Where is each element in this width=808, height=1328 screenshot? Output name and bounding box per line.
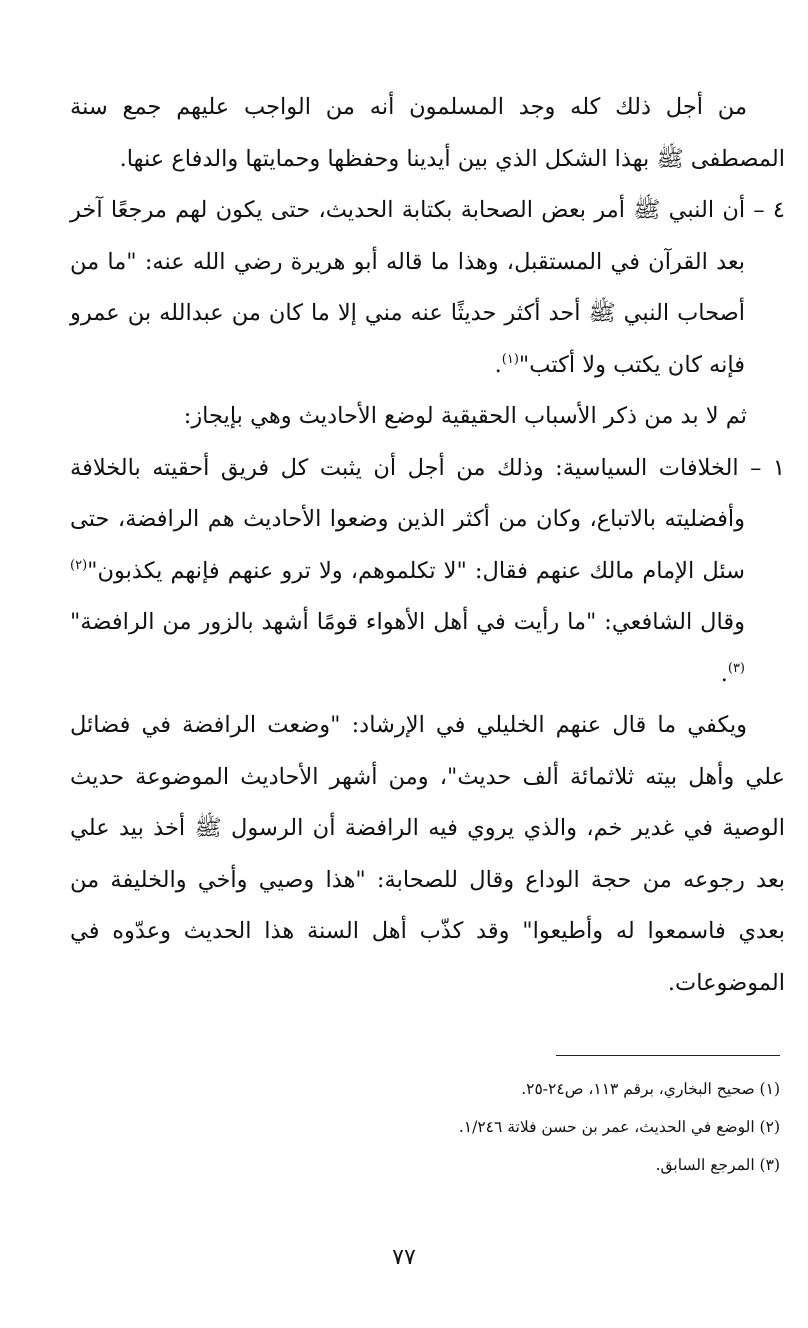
main-text (70, 82, 785, 1009)
footnote-3: (٣) المرجع السابق. (655, 1156, 780, 1174)
paragraph-reasons-intro: ثم لا بد من ذكر الأسباب الحقيقية لوضع الأحاديث وهي بإيجاز: (183, 403, 747, 429)
list-item-1 (70, 443, 785, 701)
footnotes (70, 1070, 780, 1184)
footnote-1: (١) صحيح البخاري، برقم ١١٣، ص٢٤-٢٥. (521, 1080, 780, 1098)
footnote-ref-3: (٣) (727, 660, 745, 676)
list-item-4 (70, 185, 785, 391)
list-item-1-end: . (720, 660, 728, 687)
list-item-1-text-b: وقال الشافعي: "ما رأيت في أهل الأهواء قومًا أشهد بالزور من الرافضة" (70, 609, 745, 635)
paragraph-khalili-quote: ويكفي ما قال عنهم الخليلي في الإرشاد: "وضعت الرافضة في فضائل علي وأهل بيته ثلاثمائة ألف حديث"، ومن أشهر الأحاديث الموضوعة حديث الوصية في غدير خم، والذي يروي فيه الرافضة أن الرسول ﷺ أخذ بيد علي بعد رجوعه من حجة الوداع وقال للصحابة: "هذا وصيي وأخي والخليفة من بعدي فاسمعوا له وأطيعوا" وقد كذّب أهل السنة هذا الحديث وعدّوه في الموضوعات. (70, 712, 785, 996)
paragraph-sunnah-collection: من أجل ذلك كله وجد المسلمون أنه من الواجب عليهم جمع سنة المصطفى ﷺ بهذا الشكل الذي بين أيدينا وحفظها وحمايتها والدفاع عنها. (70, 94, 785, 172)
list-item-4-text: ٤ – أن النبي ﷺ أمر بعض الصحابة بكتابة الحديث، حتى يكون لهم مرجعًا آخر بعد القرآن في المستقبل، وهذا ما قاله أبو هريرة رضي الله عنه: "ما من أصحاب النبي ﷺ أحد أكثر حديثًا عنه مني إلا ما كان من عبدالله بن عمرو فإنه كان يكتب ولا أكتب" (70, 197, 785, 378)
footnote-separator (556, 1055, 780, 1056)
list-item-4-end: . (494, 351, 502, 378)
footnote-ref-1: (١) (501, 351, 519, 367)
footnote-ref-2: (٢) (70, 557, 88, 573)
footnote-2: (٢) الوضع في الحديث، عمر بن حسن فلاتة ١/٢٤٦. (458, 1118, 780, 1136)
page-number: ٧٧ (392, 1245, 416, 1270)
list-item-1-text-a: ١ – الخلافات السياسية: وذلك من أجل أن يثبت كل فريق أحقيته بالخلافة وأفضليته بالاتباع، وكان من أكثر الذين وضعوا الأحاديث هم الرافضة، حتى سئل الإمام مالك عنهم فقال: "لا تكلموهم، ولا ترو عنهم فإنهم يكذبون" (70, 454, 785, 584)
